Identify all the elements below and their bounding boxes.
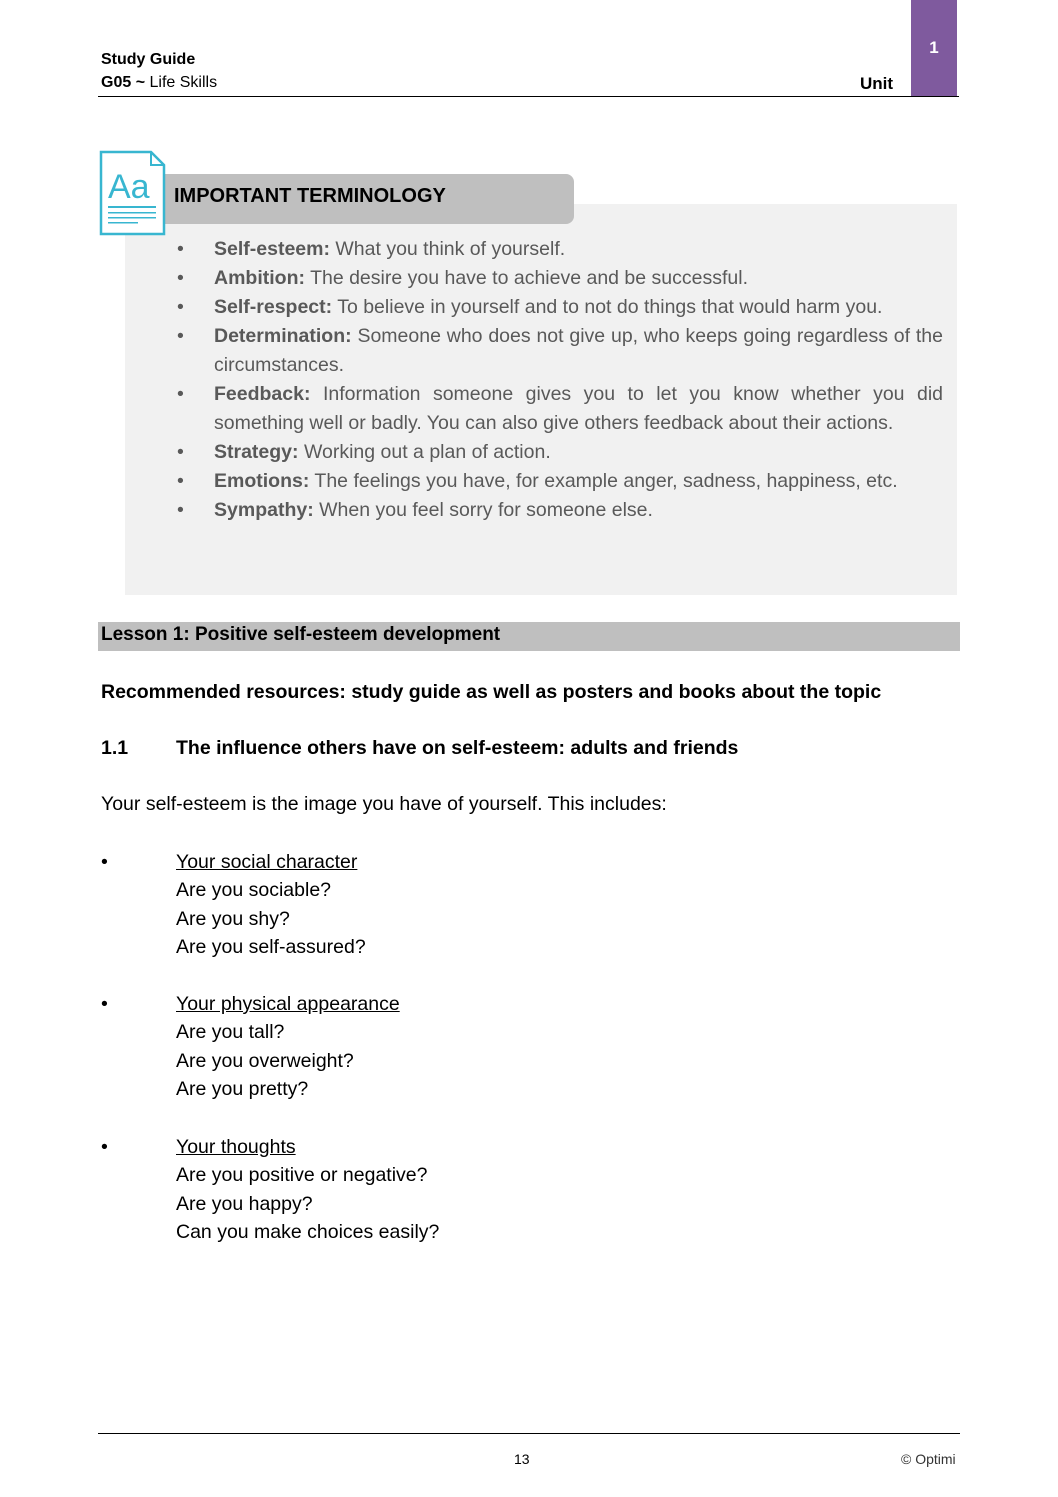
term-label: Feedback: — [214, 383, 311, 405]
term-label: Strategy: — [214, 441, 299, 463]
term-definition: What you think of yourself. — [335, 238, 566, 260]
term-item — [174, 235, 943, 264]
section-title: The influence others have on self-esteem: adults and friends — [176, 737, 739, 759]
term-item — [174, 293, 943, 322]
header-subject — [101, 74, 217, 92]
term-item — [174, 380, 943, 438]
bullet-icon: • — [101, 993, 108, 1015]
term-label: Emotions: — [214, 470, 310, 492]
self-esteem-group — [176, 1133, 439, 1246]
term-definition: Information someone gives you to let you know whether you did something well or badly. You can also give others feedback about their actions. — [214, 383, 944, 434]
terminology-list — [174, 235, 943, 525]
header-divider — [98, 96, 959, 97]
term-label: Ambition: — [214, 267, 305, 289]
term-definition: Working out a plan of action. — [303, 441, 551, 463]
group-line: Are you tall? — [176, 1021, 285, 1044]
term-definition: When you feel sorry for someone else. — [319, 499, 653, 521]
term-item — [174, 322, 943, 380]
group-title: Your thoughts — [176, 1136, 296, 1158]
group-title: Your social character — [176, 851, 358, 873]
section-number: 1.1 — [101, 737, 129, 759]
dictionary-icon-text: Aa — [108, 168, 150, 206]
bullet-icon: • — [101, 851, 108, 873]
intro-paragraph: Your self-esteem is the image you have of yourself. This includes: — [101, 793, 667, 815]
subject-name: Life Skills — [149, 74, 218, 91]
unit-label: Unit — [860, 74, 894, 93]
term-label: Sympathy: — [214, 499, 314, 521]
group-line: Are you overweight? — [176, 1049, 354, 1072]
term-definition: Someone who does not give up, who keeps going regardless of the circumstances. — [214, 325, 943, 376]
term-item — [174, 467, 943, 496]
group-line: Can you make choices easily? — [176, 1220, 440, 1243]
term-definition: To believe in yourself and to not do things that would harm you. — [337, 296, 883, 318]
subject-code: G05 ~ — [101, 74, 146, 91]
recommended-resources: Recommended resources: study guide as well as posters and books about the topic — [101, 681, 882, 703]
footer-divider — [98, 1433, 960, 1434]
self-esteem-group — [176, 990, 400, 1103]
term-definition: The desire you have to achieve and be successful. — [310, 267, 748, 289]
term-definition: The feelings you have, for example anger, sadness, happiness, etc. — [314, 470, 898, 492]
term-item — [174, 438, 943, 467]
header-title: Study Guide — [101, 51, 196, 68]
group-line: Are you shy? — [176, 907, 290, 930]
lesson-title: Lesson 1: Positive self-esteem development — [101, 624, 501, 645]
bullet-icon: • — [101, 1136, 108, 1158]
terminology-heading: IMPORTANT TERMINOLOGY — [174, 185, 446, 207]
page-number: 13 — [514, 1451, 530, 1467]
group-line: Are you sociable? — [176, 879, 332, 902]
group-line: Are you self-assured? — [176, 935, 366, 958]
copyright-notice: © Optimi — [901, 1451, 956, 1467]
term-label: Self-respect: — [214, 296, 333, 318]
group-title: Your physical appearance — [176, 993, 400, 1015]
term-item — [174, 264, 943, 293]
self-esteem-group — [176, 848, 366, 961]
group-line: Are you happy? — [176, 1192, 313, 1215]
term-item — [174, 496, 943, 525]
dictionary-icon — [99, 150, 167, 236]
term-label: Determination: — [214, 325, 352, 347]
group-line: Are you positive or negative? — [176, 1164, 428, 1187]
group-line: Are you pretty? — [176, 1077, 309, 1100]
term-label: Self-esteem: — [214, 238, 330, 260]
unit-number-tab: 1 — [911, 0, 957, 96]
